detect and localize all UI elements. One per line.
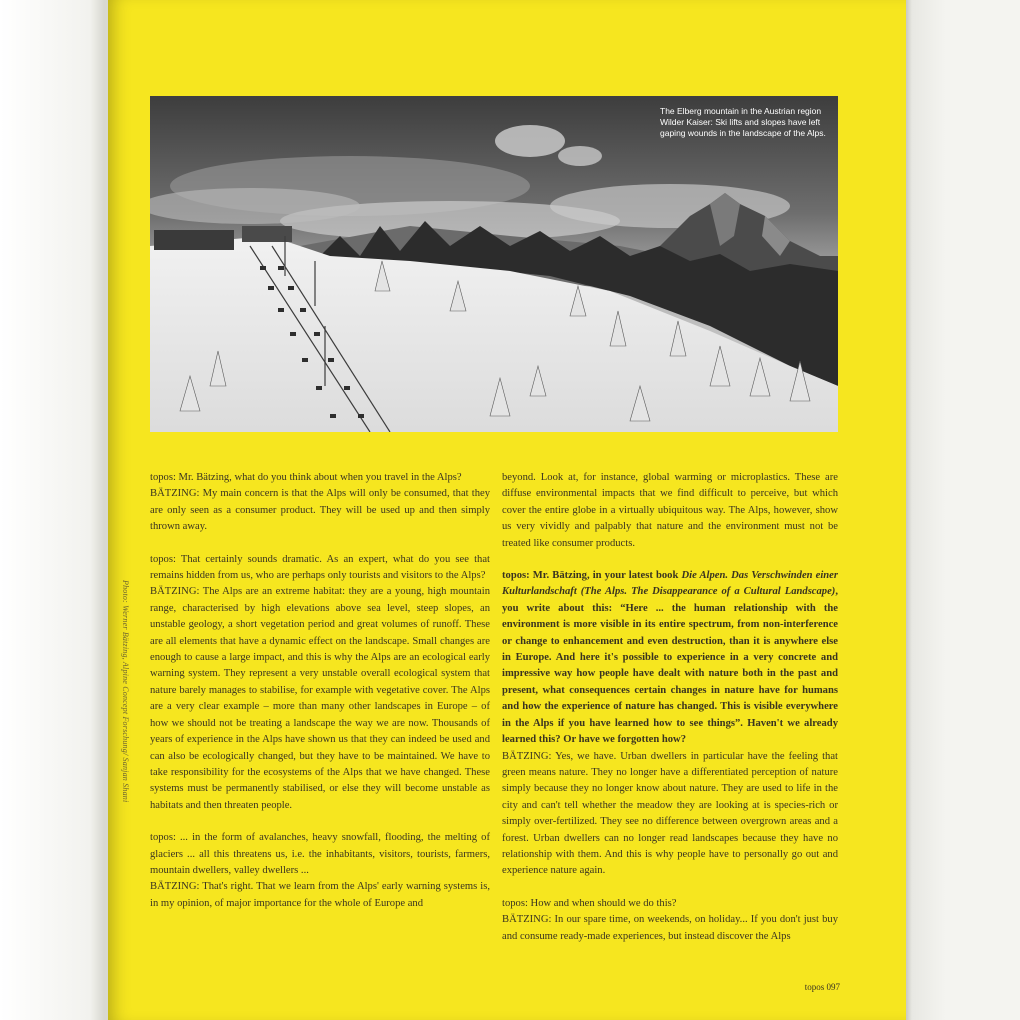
paragraph: BÄTZING: That's right. That we learn from the Alps' early warning systems is, in my opinion, of major importance for the whole of Europe and (150, 881, 490, 909)
book-title: Die Alpen. Das Verschwinden einer Kulturlandschaft (The Alps. The Disappearance of a Cultural Landscape) (502, 570, 839, 598)
paragraph: topos: That certainly sounds dramatic. As an expert, what do you see that remains hidden from us, who are perhaps only tourists and visitors to the Alps? (150, 553, 490, 582)
question-intro: topos: Mr. Bätzing, in your latest book (502, 570, 682, 582)
next-page-edge (906, 0, 1020, 1020)
paragraph: beyond. Look at, for instance, global warming or microplastics. These are diffuse environmental impacts that we find difficult to perceive, but which cover the entire globe in a virtually ubiquitous way. The Alps, however, show us very vividly and palpably that nature and the environment must not be treated like consumer products. (502, 472, 838, 549)
paragraph: topos: How and when should we do this? (502, 897, 677, 909)
right-column (502, 470, 838, 945)
photo-caption: The Elberg mountain in the Austrian region Wilder Kaiser: Ski lifts and slopes have left gaping wounds in the landscape of the Alps. (660, 106, 826, 138)
paragraph: BÄTZING: Yes, we have. Urban dwellers in particular have the feeling that green means nature. They no longer have a differentiated perception of nature simply because they no longer know about nature. They are used to life in the city and can't tell whether the meadow they are looking at is species-rich or simply over-fertilized. They see no difference between overgrown areas and a forest. Urban dwellers can no longer read landscapes because they have no relationship with them. And this is why people have to personally go out and experience nature again. (502, 750, 838, 877)
question-rest: , you write about this: “Here ... the human relationship with the environment is more visible in its entire spectrum, from non-interference or change to enhancement and even destruction, than it is anywhere else in Europe. And here it's possible to experience in a very concrete and impressive way how people have dealt with nature both in the past and present, what consequences certain changes in nature have for humans and how the experience of nature has changed. This is visible everywhere in the Alps if you have learned how to see things”. Haven't we already learned this? Or have we forgotten how? (502, 586, 838, 746)
photo-credit: Photo: Werner Bätzing, Alpine Concept Forschung/ Sanjan Shani (121, 580, 130, 803)
paragraph: BÄTZING: In our spare time, on weekends, on holiday... If you don't just buy and consume ready-made experiences, but instead discover the Alps (502, 914, 838, 942)
ski-slope-photo (150, 96, 838, 432)
paragraph: BÄTZING: The Alps are an extreme habitat: they are a young, high mountain range, characterised by high elevations above sea level, steep slopes, an unstable geology, a short vegetation period and great volumes of runoff. These are all elements that have a dynamic effect on the landscape. Small changes are enough to cause a large impact, and this is why the Alps are an ecological early warning system. They represent a very unstable overall ecological system that nature barely manages to stabilise, for example with vegetative cover. The Alps are a very clear example – more than many other landscapes in Europe – of how we should not be treating a landscape the way we are now. Thousands of years of experience in the Alps have shown us that they can indeed be used and can also be ecologically changed, but they have to be maintained. We have to take responsibility for the ecosystems of the Alps that we have changed. These systems must be permanently stabilised, or else they will become unstable as habitats and then threaten people. (150, 586, 490, 811)
paragraph: topos: ... in the form of avalanches, heavy snowfall, flooding, the melting of glaciers ... all this threatens us, i.e. the inhabitants, visitors, tourists, farmers, mountain dwellers, valley dwellers ... (150, 832, 490, 876)
paragraph: topos: Mr. Bätzing, what do you think about when you travel in the Alps? (150, 472, 462, 483)
page-number: topos 097 (804, 982, 840, 992)
paragraph: BÄTZING: My main concern is that the Alps will only be consumed, that they are only seen as a consumer product. They will be used up and then simply thrown away. (150, 488, 490, 533)
left-column (150, 470, 490, 912)
question-paragraph (502, 568, 838, 748)
